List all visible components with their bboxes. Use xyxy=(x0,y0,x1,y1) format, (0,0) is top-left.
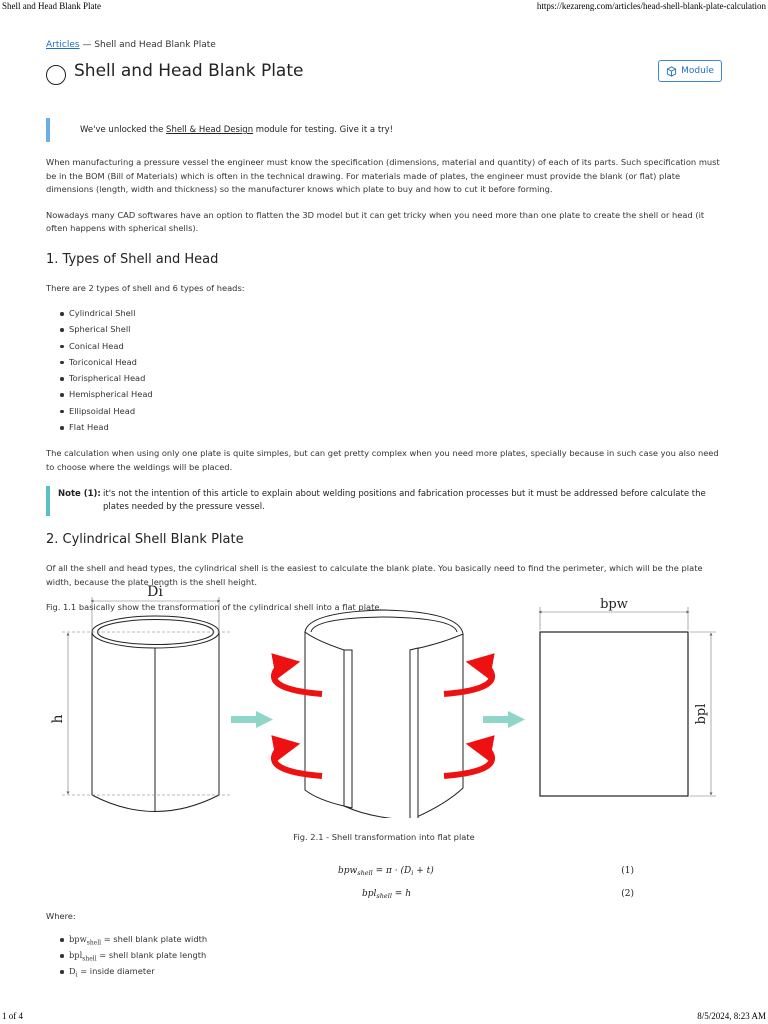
flat-plate xyxy=(540,632,688,796)
title-row xyxy=(46,60,722,96)
print-footer-page: 1 of 4 xyxy=(2,1011,23,1021)
list-item: Conical Head xyxy=(46,338,722,354)
list-item xyxy=(46,963,207,979)
print-header-url: https://kezareng.com/articles/head-shell-blank-plate-calculation xyxy=(536,1,766,11)
breadcrumb xyxy=(46,38,722,52)
eq2-rhs: = h xyxy=(391,889,411,899)
figure-caption: Fig. 2.1 - Shell transformation into flat plate xyxy=(293,832,475,842)
def-symbol: bpw xyxy=(69,934,87,944)
section-2-paragraph-2: Fig. 1.1 basically show the transformation of the cylindrical shell into a flat plate. xyxy=(46,602,383,613)
def-symbol-sub: shell xyxy=(82,955,97,963)
list-item: Torispherical Head xyxy=(46,370,722,386)
eq2-lhs: bpl xyxy=(362,889,377,899)
transform-arrow-icon xyxy=(483,711,525,728)
note-label: Note (1): xyxy=(58,489,101,500)
list-item: Cylindrical Shell xyxy=(46,305,722,321)
height-dimension xyxy=(62,632,232,795)
diameter-label: Di xyxy=(147,584,163,600)
cube-icon xyxy=(666,66,677,77)
equation-number: (1) xyxy=(621,866,634,876)
definitions-list xyxy=(46,931,207,979)
callout-text-before: We've unlocked the xyxy=(80,125,167,135)
list-item: Toriconical Head xyxy=(46,354,722,370)
opening-shell xyxy=(305,610,463,818)
breadcrumb-articles-link[interactable]: Articles xyxy=(46,40,80,50)
module-callout xyxy=(46,118,722,142)
diameter-dimension xyxy=(92,597,219,630)
cylinder-shell xyxy=(92,616,219,812)
equation-1 xyxy=(300,866,640,880)
shell-head-design-link[interactable]: Shell & Head Design xyxy=(166,125,254,135)
print-footer-datetime: 8/5/2024, 8:23 AM xyxy=(697,1011,766,1021)
article xyxy=(46,38,722,615)
list-item: Spherical Shell xyxy=(46,321,722,337)
breadcrumb-separator: — xyxy=(82,40,92,50)
def-text: = shell blank plate width xyxy=(101,934,208,944)
section-2-paragraph-1: Of all the shell and head types, the cylindrical shell is the easiest to calculate the blank plate. You basically need to find the perimeter, which will be the plate width, because the plate length is the shell height. xyxy=(46,563,703,587)
plate-width-label: bpw xyxy=(600,597,628,612)
list-item: Hemispherical Head xyxy=(46,386,722,402)
eq1-rhs: = π · (D xyxy=(372,866,412,876)
note-text: it's not the intention of this article to explain about welding positions and fabrication processes but it must be addressed before calculate the plates needed by the pressure vessel. xyxy=(103,489,706,513)
equation-2 xyxy=(300,889,640,903)
def-text: = inside diameter xyxy=(77,966,155,976)
shell-head-types-list xyxy=(46,305,722,435)
plate-length-label: bpl xyxy=(694,703,709,725)
def-symbol-sub: i xyxy=(75,971,78,979)
list-item xyxy=(46,947,207,963)
def-symbol: D xyxy=(69,966,76,976)
note-1 xyxy=(46,486,722,516)
height-label: h xyxy=(50,714,66,724)
section-2-heading: 2. Cylindrical Shell Blank Plate xyxy=(46,532,244,548)
eq2-lhs-sub: shell xyxy=(376,892,392,900)
list-item xyxy=(46,931,207,947)
intro-paragraph-2: Nowadays many CAD softwares have an option to flatten the 3D model but it can get tricky when you need more than one plate to create the shell or head (it often happens with spherical shells). xyxy=(46,209,705,233)
shell-transformation-figure xyxy=(46,578,722,818)
breadcrumb-current: Shell and Head Blank Plate xyxy=(94,40,216,50)
print-header-title: Shell and Head Blank Plate xyxy=(2,1,101,11)
list-item: Ellipsoidal Head xyxy=(46,403,722,419)
module-button[interactable] xyxy=(658,60,722,82)
equation-number: (2) xyxy=(621,889,634,899)
def-symbol-sub: shell xyxy=(86,939,102,947)
where-label: Where: xyxy=(46,911,76,921)
section-1-after: The calculation when using only one plate is quite simples, but can get pretty complex when you need more plates, specially because in such case you also need to choose where the weldings will be placed. xyxy=(46,448,719,472)
print-footer xyxy=(0,1010,768,1024)
intro-paragraph-1: When manufacturing a pressure vessel the engineer must know the specification (dimensions, material and quantity) of each of its parts. Such specification must be in the BOM (Bill of Materials) which is often in the technical drawing. For materials made of plates, the engineer must provide the blank (or flat) plate dimensions (length, width and thickness) so the manufacturer knows which plate to buy and how to cut it before forming. xyxy=(46,157,720,194)
eq1-lhs: bpw xyxy=(338,866,358,876)
module-button-label: Module xyxy=(681,66,714,76)
eq1-rhs-end: + t) xyxy=(413,866,434,876)
def-symbol: bpl xyxy=(69,950,83,960)
list-item: Flat Head xyxy=(46,419,722,435)
section-1-lead: There are 2 types of shell and 6 types of heads: xyxy=(46,282,245,293)
eq1-lhs-sub: shell xyxy=(357,869,373,877)
circle-shape-icon xyxy=(46,65,66,85)
callout-text-after: module for testing. Give it a try! xyxy=(253,125,394,135)
transform-arrow-icon xyxy=(231,711,273,728)
print-header xyxy=(0,0,768,14)
page-title: Shell and Head Blank Plate xyxy=(74,61,304,81)
def-text: = shell blank plate length xyxy=(96,950,207,960)
section-1-heading: 1. Types of Shell and Head xyxy=(46,251,219,267)
eq1-rhs-sub: i xyxy=(411,869,414,877)
